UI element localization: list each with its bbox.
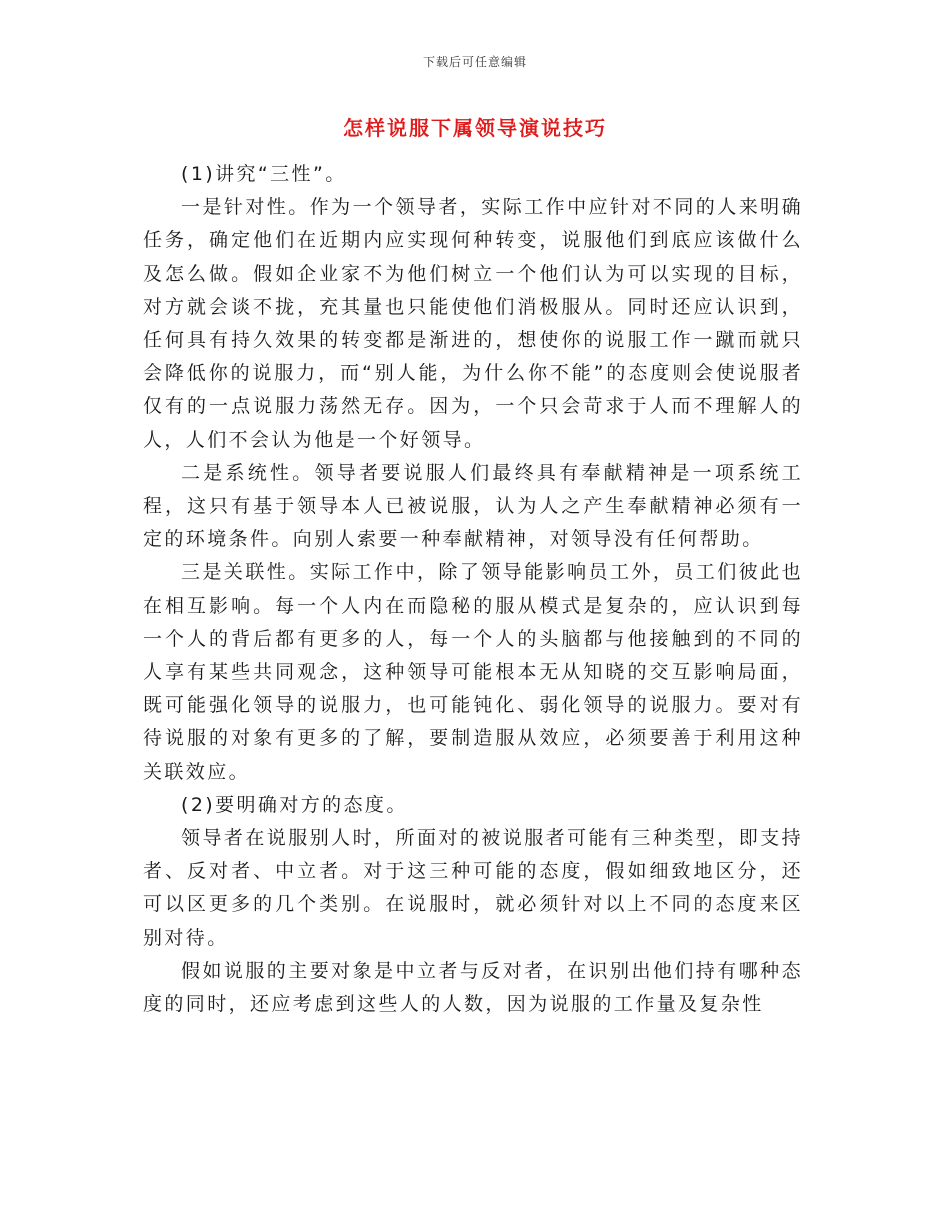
paragraph: (1)讲究“三性”。 bbox=[181, 163, 347, 185]
document-title: 怎样说服下属领导演说技巧 bbox=[343, 116, 607, 140]
paragraph: (2)要明确对方的态度。 bbox=[181, 793, 408, 816]
paragraph: 假如说服的主要对象是中立者与反对者，在识别出他们持有哪种态度的同时，还应考虑到这些人的人数，因为说服的工作量及复杂性 bbox=[143, 959, 803, 1016]
paragraph: 三是关联性。实际工作中，除了领导能影响员工外，员工们彼此也在相互影响。每一个人内在而隐秘的服从模式是复杂的，应认识到每一个人的背后都有更多的人，每一个人的头脑都与他接触到的不同的人享有某些共同观念，这种领导可能根本无从知晓的交互影响局面，既可能强化领导的说服力，也可能钝化、弱化领导的说服力。要对有待说服的对象有更多的了解，要制造服从效应，必须要善于利用这种关联效应。 bbox=[143, 561, 803, 783]
document-body bbox=[143, 158, 803, 1021]
running-header: 下载后可任意编辑 bbox=[422, 55, 527, 69]
paragraph: 领导者在说服别人时，所面对的被说服者可能有三种类型，即支持者、反对者、中立者。对于这三种可能的态度，假如细致地区分，还可以区更多的几个类别。在说服时，就必须针对以上不同的态度来区别对待。 bbox=[143, 827, 803, 949]
paragraph: 二是系统性。领导者要说服人们最终具有奉献精神是一项系统工程，这只有基于领导本人已被说服，认为人之产生奉献精神必须有一定的环境条件。向别人索要一种奉献精神，对领导没有任何帮助。 bbox=[143, 461, 803, 551]
paragraph: 一是针对性。作为一个领导者，实际工作中应针对不同的人来明确任务，确定他们在近期内应实现何种转变，说服他们到底应该做什么及怎么做。假如企业家不为他们树立一个他们认为可以实现的目标，对方就会谈不拢，充其量也只能使他们消极服从。同时还应认识到，任何具有持久效果的转变都是渐进的，想使你的说服工作一蹴而就只会降低你的说服力，而“别人能，为什么你不能”的态度则会使说服者仅有的一点说服力荡然无存。因为，一个只会苛求于人而不理解人的人，人们不会认为他是一个好领导。 bbox=[143, 196, 803, 451]
